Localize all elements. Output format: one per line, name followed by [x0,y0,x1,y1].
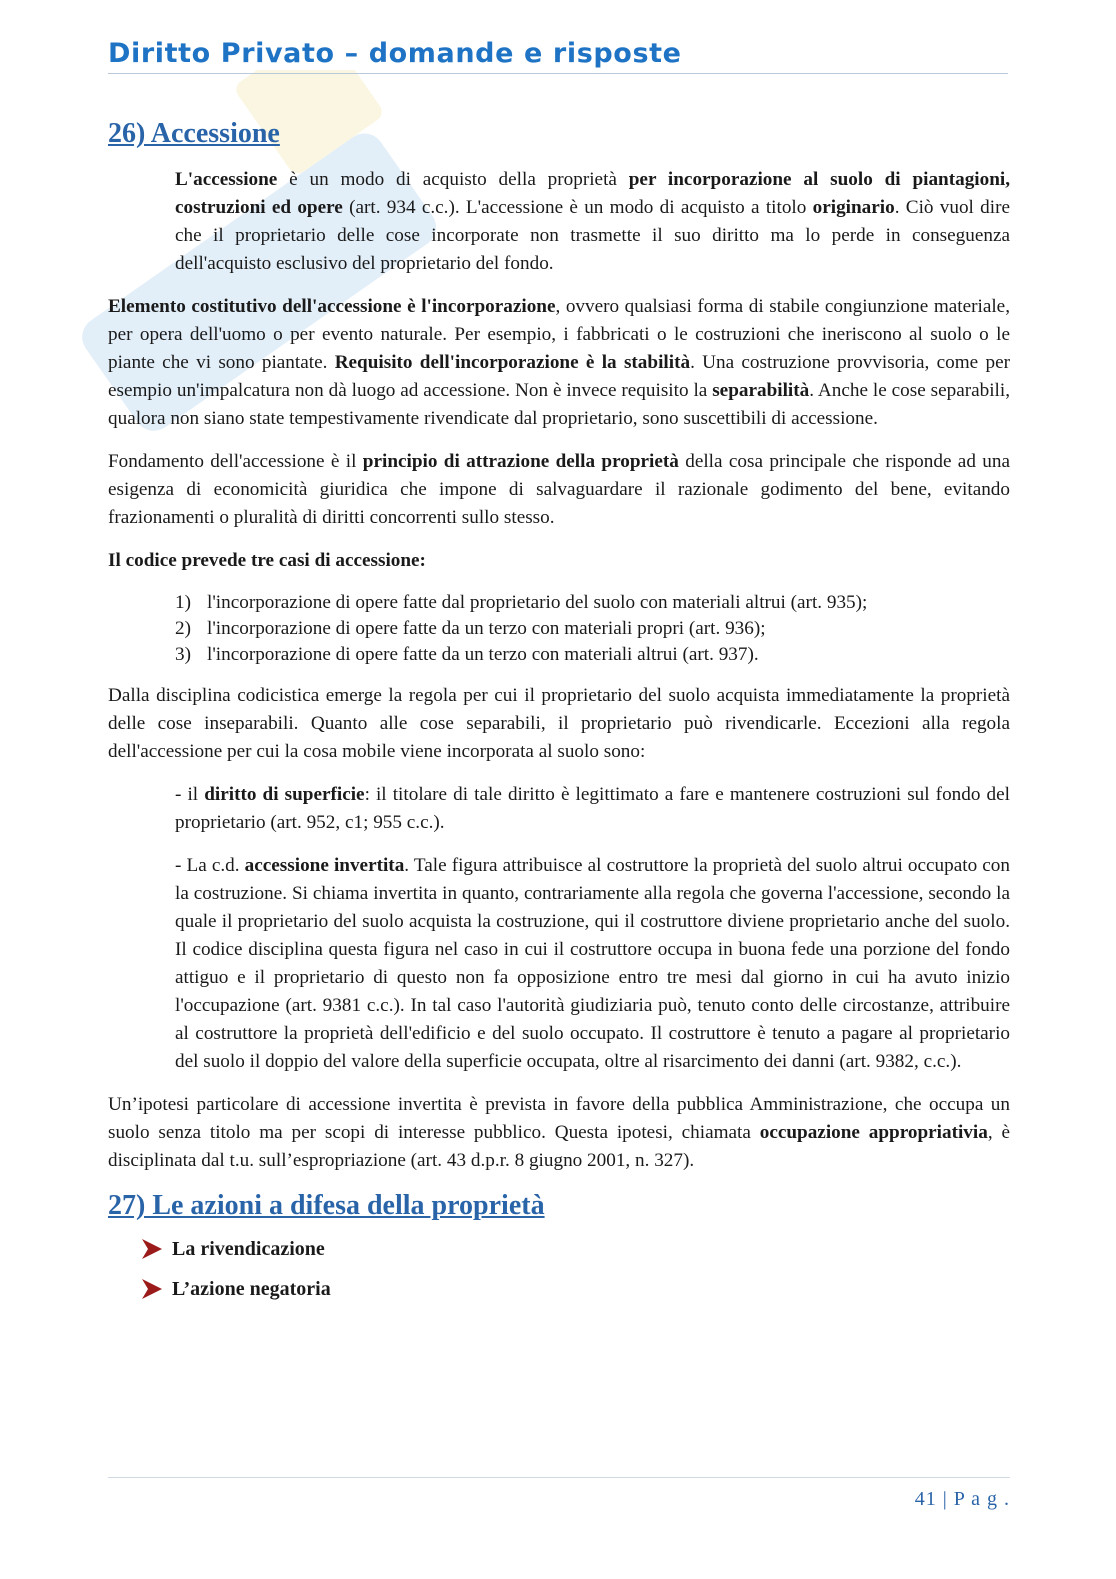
document-title: Diritto Privato – domande e risposte [108,38,682,69]
section-27-heading: 27) Le azioni a difesa della proprietà [108,1190,545,1221]
cases-heading: Il codice prevede tre casi di accessione: [108,550,426,571]
cases-list [175,590,1010,668]
section-26-heading: 26) Accessione [108,118,280,149]
page-number: 41 | P a g . [914,1488,1010,1510]
actions-list [140,1236,1010,1302]
page-footer [108,1477,1010,1510]
paragraph-disciplina: Dalla disciplina codicistica emerge la regola per cui il proprietario del suolo acquista immediatamente la proprietà delle cose inseparabili. Quanto alle cose separabili, il proprietario può rivendicarle. Eccezioni alla regola dell'accessione per cui la cosa mobile viene incorporata al suolo sono: [108,685,1010,762]
paragraph-accessione-invertita: - La c.d. accessione invertita. Tale figura attribuisce al costruttore la proprietà del suolo altrui occupato con la costruzione. Si chiama invertita in quanto, contrariamente alla regola che governa l'accessione, secondo la quale il proprietario del suolo acquista la costruzione, qui il costruttore diviene proprietario anche del suolo. Il codice disciplina questa figura nel caso in cui il costruttore occupa in buona fede una porzione del fondo attiguo e il proprietario di questo non fa opposizione entro tre mesi dal giorno in cui ha avuto inizio l'occupazione (art. 9381 c.c.). In tal caso l'autorità giudiziaria può, tenuto conto delle circostanze, attribuire al costruttore la proprietà dell'edificio e del suolo occupato. Il costruttore è tenuto a pagare al proprietario del suolo il doppio del valore della superficie occupata, oltre al risarcimento dei danni (art. 9382, c.c.). [175,855,1010,1072]
list-item: 3) l'incorporazione di opere fatte da un terzo con materiali altrui (art. 937). [175,644,759,665]
paragraph-elemento-costitutivo: Elemento costitutivo dell'accessione è l'incorporazione, ovvero qualsiasi forma di stabile congiunzione materiale, per opera dell'uomo o per evento naturale. Per esempio, i fabbricati o le costruzioni che ineriscono al suolo o le piante che vi sono piantate. Requisito dell'incorporazione è la stabilità. Una costruzione provvisoria, come per esempio un'impalcatura non dà luogo ad accessione. Non è invece requisito la separabilità. Anche le cose separabili, qualora non siano state tempestivamente rivendicate dal proprietario, sono suscettibili di accessione. [108,296,1011,429]
paragraph-occupazione: Un’ipotesi particolare di accessione invertita è prevista in favore della pubblica Amministrazione, che occupa un suolo senza titolo ma per scopi di interesse pubblico. Questa ipotesi, chiamata occupazione appropriativia, è disciplinata dal t.u. sull’espropriazione (art. 43 d.p.r. 8 giugno 2001, n. 327). [108,1094,1010,1171]
paragraph-definition: L'accessione è un modo di acquisto della proprietà per incorporazione al suolo di piantagioni, costruzioni ed opere (art. 934 c.c.). L'accessione è un modo di acquisto a titolo originario. Ciò vuol dire che il proprietario delle cose incorporate non trasmette il suo diritto ma lo perde in conseguenza dell'acquisto esclusivo del proprietario del fondo. [175,169,1011,274]
list-item: 1) l'incorporazione di opere fatte dal proprietario del suolo con materiali altrui (art. 935); [175,592,868,613]
page-header [108,38,1008,74]
paragraph-fondamento: Fondamento dell'accessione è il principio di attrazione della proprietà della cosa principale che risponde ad una esigenza di economicità giuridica che impone di salvaguardare il razionale godimento del bene, evitando frazionamenti o pluralità di diritti concorrenti sullo stesso. [108,451,1010,528]
arrow-bullet-icon [140,1237,164,1261]
list-item: 2) l'incorporazione di opere fatte da un terzo con materiali propri (art. 936); [175,618,766,639]
list-item: La rivendicazione [140,1236,1010,1262]
paragraph-diritto-superficie: - il diritto di superficie: il titolare di tale diritto è legittimato a fare e mantenere costruzioni sul fondo del proprietario (art. 952, c1; 955 c.c.). [175,784,1010,833]
arrow-bullet-icon [140,1277,164,1301]
list-item: L’azione negatoria [140,1276,1010,1302]
document-body [108,118,1010,1316]
